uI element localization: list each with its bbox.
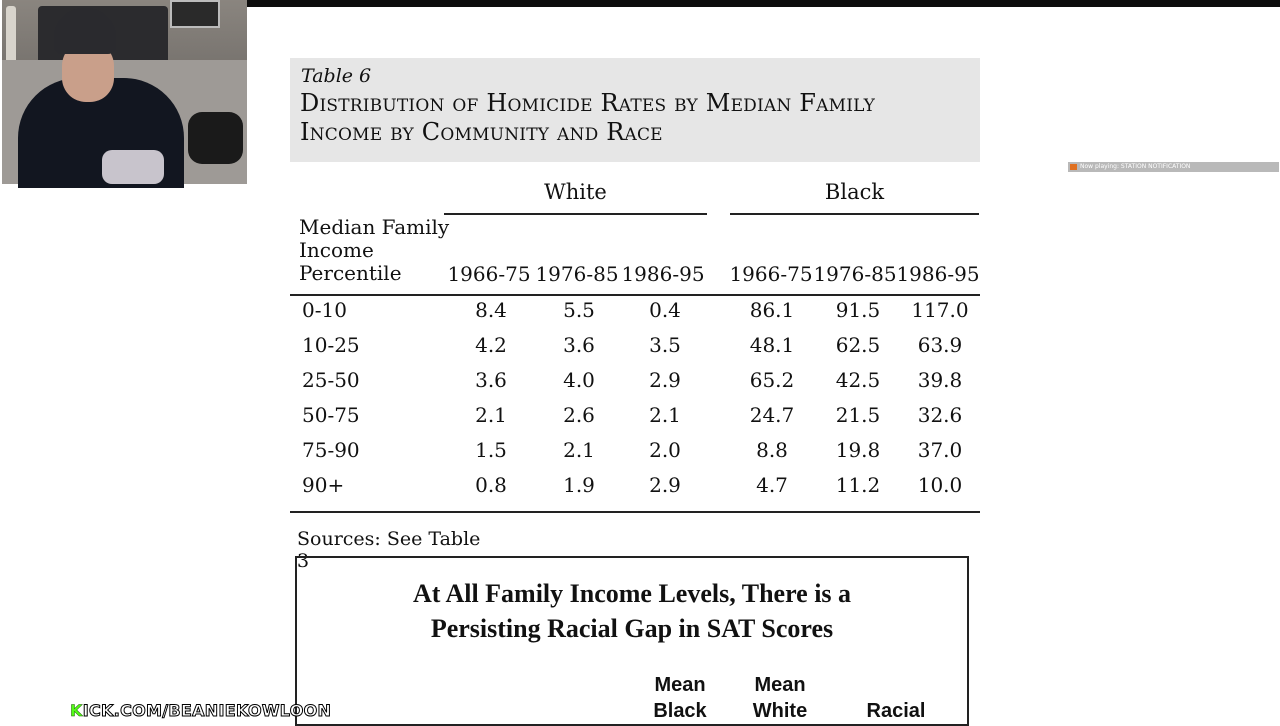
table-title-box	[290, 58, 980, 162]
webcam-bag	[188, 112, 243, 164]
table-title-line-2: Income by Community and Race	[300, 118, 663, 146]
table-row	[0, 368, 1280, 403]
cell-value: 65.2	[749, 368, 795, 392]
sat-figure-title	[297, 576, 967, 646]
sat-col-mean-white	[743, 672, 817, 724]
group-header-white: White	[544, 180, 607, 204]
column-header: 1986-95	[896, 262, 980, 286]
column-header: 1976-85	[535, 262, 619, 286]
column-header: 1966-75	[729, 262, 813, 286]
sat-title-line-1: At All Family Income Levels, There is a	[412, 579, 852, 608]
cell-value: 48.1	[749, 333, 795, 357]
table-title-line-1: Distribution of Homicide Rates by Median Family	[300, 89, 875, 117]
cell-value: 42.5	[835, 368, 881, 392]
cell-value: 62.5	[835, 333, 881, 357]
sources-note: Sources: See Table 3	[297, 528, 481, 572]
cell-value: 24.7	[749, 403, 795, 427]
sat-figure	[295, 556, 969, 726]
sat-col-mean-black-line-1: Mean	[654, 674, 706, 696]
cell-value: 0.4	[649, 298, 681, 322]
stub-header-line-3: Percentile	[299, 261, 402, 285]
cell-value: 37.0	[917, 438, 963, 462]
cell-value: 4.2	[475, 333, 507, 357]
header-rule	[290, 294, 980, 296]
group-rule-black	[730, 213, 979, 215]
row-label: 90+	[302, 473, 345, 497]
cell-value: 4.7	[756, 473, 788, 497]
cell-value: 11.2	[835, 473, 881, 497]
table-row	[0, 298, 1280, 333]
cell-value: 5.5	[563, 298, 595, 322]
table-row	[0, 438, 1280, 473]
cell-value: 86.1	[749, 298, 795, 322]
cell-value: 91.5	[835, 298, 881, 322]
now-playing-text: Now playing: STATION NOTIFICATION	[1080, 163, 1191, 170]
cell-value: 3.6	[563, 333, 595, 357]
now-playing-widget	[1068, 162, 1279, 172]
cell-value: 1.9	[563, 473, 595, 497]
cell-value: 2.0	[649, 438, 681, 462]
footer-rule	[290, 511, 980, 513]
cell-value: 2.9	[649, 473, 681, 497]
column-header: 1966-75	[447, 262, 531, 286]
cell-value: 21.5	[835, 403, 881, 427]
webcam-lamp	[6, 6, 16, 66]
webcam-wall-frame	[170, 0, 220, 28]
table-row	[0, 473, 1280, 508]
sat-col-racial	[855, 698, 937, 724]
cell-value: 3.6	[475, 368, 507, 392]
cell-value: 2.1	[563, 438, 595, 462]
stub-header-line-2: Income	[299, 238, 374, 262]
cell-value: 2.1	[649, 403, 681, 427]
sat-col-mean-white-line-1: Mean	[754, 674, 806, 696]
column-header: 1986-95	[621, 262, 705, 286]
cell-value: 2.1	[475, 403, 507, 427]
stub-header	[299, 216, 449, 285]
kick-logo-letter: K	[70, 701, 83, 720]
cell-value: 4.0	[563, 368, 595, 392]
table-row	[0, 333, 1280, 368]
cell-value: 2.9	[649, 368, 681, 392]
sat-title-line-2: Persisting Racial Gap in SAT Scores	[430, 614, 834, 643]
sat-col-mean-black	[643, 672, 717, 724]
cell-value: 8.4	[475, 298, 507, 322]
stream-url-text: ICK.COM/BEANIEKOWLOON	[82, 701, 332, 720]
webcam-overlay	[2, 0, 247, 184]
music-icon	[1070, 164, 1077, 170]
webcam-pillow	[102, 150, 164, 184]
cell-value: 19.8	[835, 438, 881, 462]
stub-header-line-1: Median Family	[299, 215, 450, 239]
top-bar	[247, 0, 1280, 7]
cell-value: 2.6	[563, 403, 595, 427]
group-rule-white	[444, 213, 707, 215]
cell-value: 1.5	[475, 438, 507, 462]
table-title	[300, 89, 970, 147]
sat-col-mean-white-line-2: White	[752, 700, 808, 722]
cell-value: 63.9	[917, 333, 963, 357]
sat-col-mean-black-line-2: Black	[653, 700, 707, 722]
table-label: Table 6	[301, 65, 372, 87]
cell-value: 32.6	[917, 403, 963, 427]
cell-value: 0.8	[475, 473, 507, 497]
row-label: 0-10	[302, 298, 347, 322]
table-row	[0, 403, 1280, 438]
cell-value: 117.0	[911, 298, 969, 322]
row-label: 50-75	[302, 403, 360, 427]
cell-value: 3.5	[649, 333, 681, 357]
group-header-black: Black	[824, 180, 885, 204]
cell-value: 8.8	[756, 438, 788, 462]
row-label: 10-25	[302, 333, 360, 357]
stream-url-overlay	[70, 701, 331, 721]
row-label: 75-90	[302, 438, 360, 462]
cell-value: 10.0	[917, 473, 963, 497]
row-label: 25-50	[302, 368, 360, 392]
cell-value: 39.8	[917, 368, 963, 392]
column-header: 1976-85	[813, 262, 897, 286]
sat-col-racial-line-1: Racial	[866, 700, 926, 722]
